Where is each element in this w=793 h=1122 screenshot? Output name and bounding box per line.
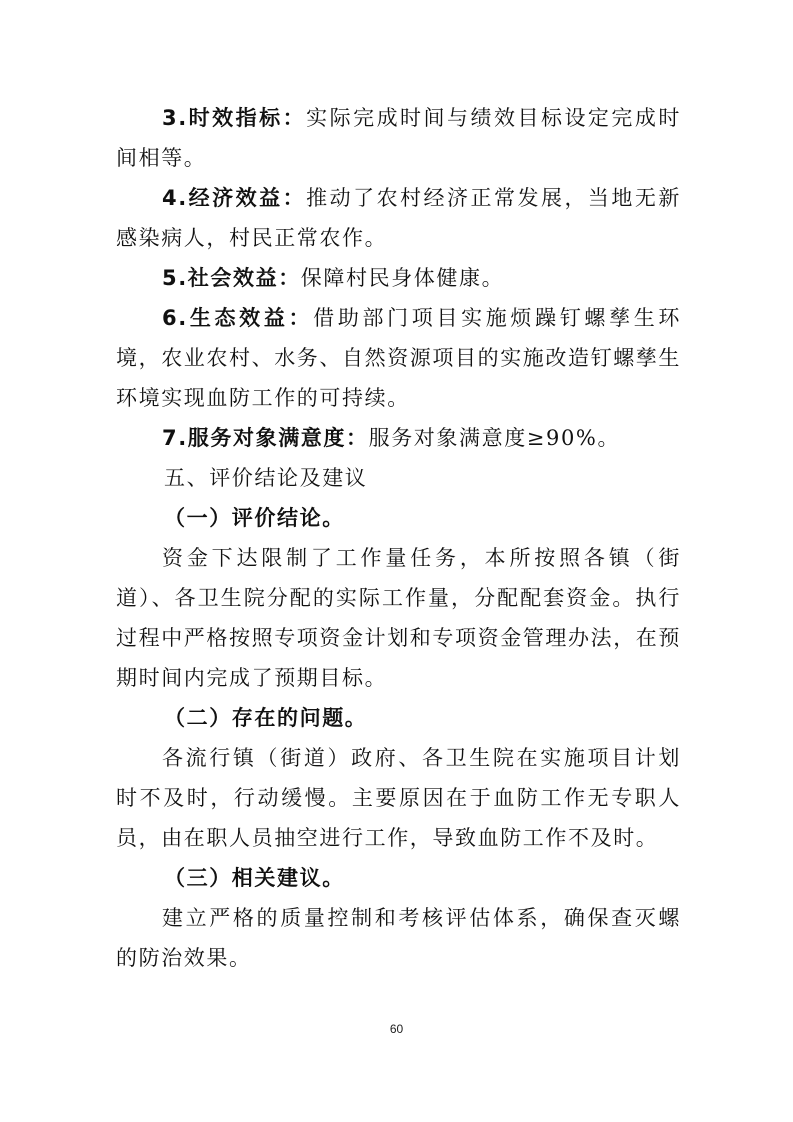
subsection-heading-suggestions: （三）相关建议。	[164, 866, 345, 890]
indicator-label: 3.时效指标：	[162, 106, 307, 130]
subsection-heading-conclusion: （一）评价结论。	[164, 506, 345, 530]
indicator-timeliness	[116, 98, 681, 178]
indicator-text: 借助部门项目实施烦躁钉螺孳生环境，农业农村、水务、自然资源项目的实施改造钉螺孳生环境实现血防工作的可持续。	[116, 306, 681, 410]
indicator-text: 实际完成时间与绩效目标设定完成时间相等。	[116, 106, 681, 170]
section-title: 五、评价结论及建议	[164, 466, 368, 490]
subsection-heading-problems: （二）存在的问题。	[164, 706, 368, 730]
indicator-text: 保障村民身体健康。	[300, 266, 505, 290]
indicator-economic-benefit	[116, 178, 681, 258]
indicator-label: 5.社会效益：	[162, 266, 301, 290]
indicator-satisfaction	[116, 418, 681, 458]
indicator-label: 7.服务对象满意度：	[162, 426, 369, 450]
indicator-text: 推动了农村经济正常发展，当地无新感染病人，村民正常农作。	[116, 186, 681, 250]
indicator-text: 服务对象满意度≥90%。	[368, 426, 621, 450]
indicator-label: 6.生态效益：	[162, 306, 314, 330]
conclusion-paragraph: 资金下达限制了工作量任务，本所按照各镇（街道）、各卫生院分配的实际工作量，分配配套资金。执行过程中严格按照专项资金计划和专项资金管理办法，在预期时间内完成了预期目标。	[116, 546, 681, 690]
indicator-social-benefit	[116, 258, 681, 298]
indicator-ecological-benefit	[116, 298, 681, 418]
indicator-label: 4.经济效益：	[162, 186, 307, 210]
problems-paragraph: 各流行镇（街道）政府、各卫生院在实施项目计划时不及时，行动缓慢。主要原因在于血防工作无专职人员，由在职人员抽空进行工作，导致血防工作不及时。	[116, 746, 681, 850]
page-number: 60	[389, 1022, 404, 1036]
suggestions-paragraph: 建立严格的质量控制和考核评估体系，确保查灭螺的防治效果。	[116, 906, 681, 970]
